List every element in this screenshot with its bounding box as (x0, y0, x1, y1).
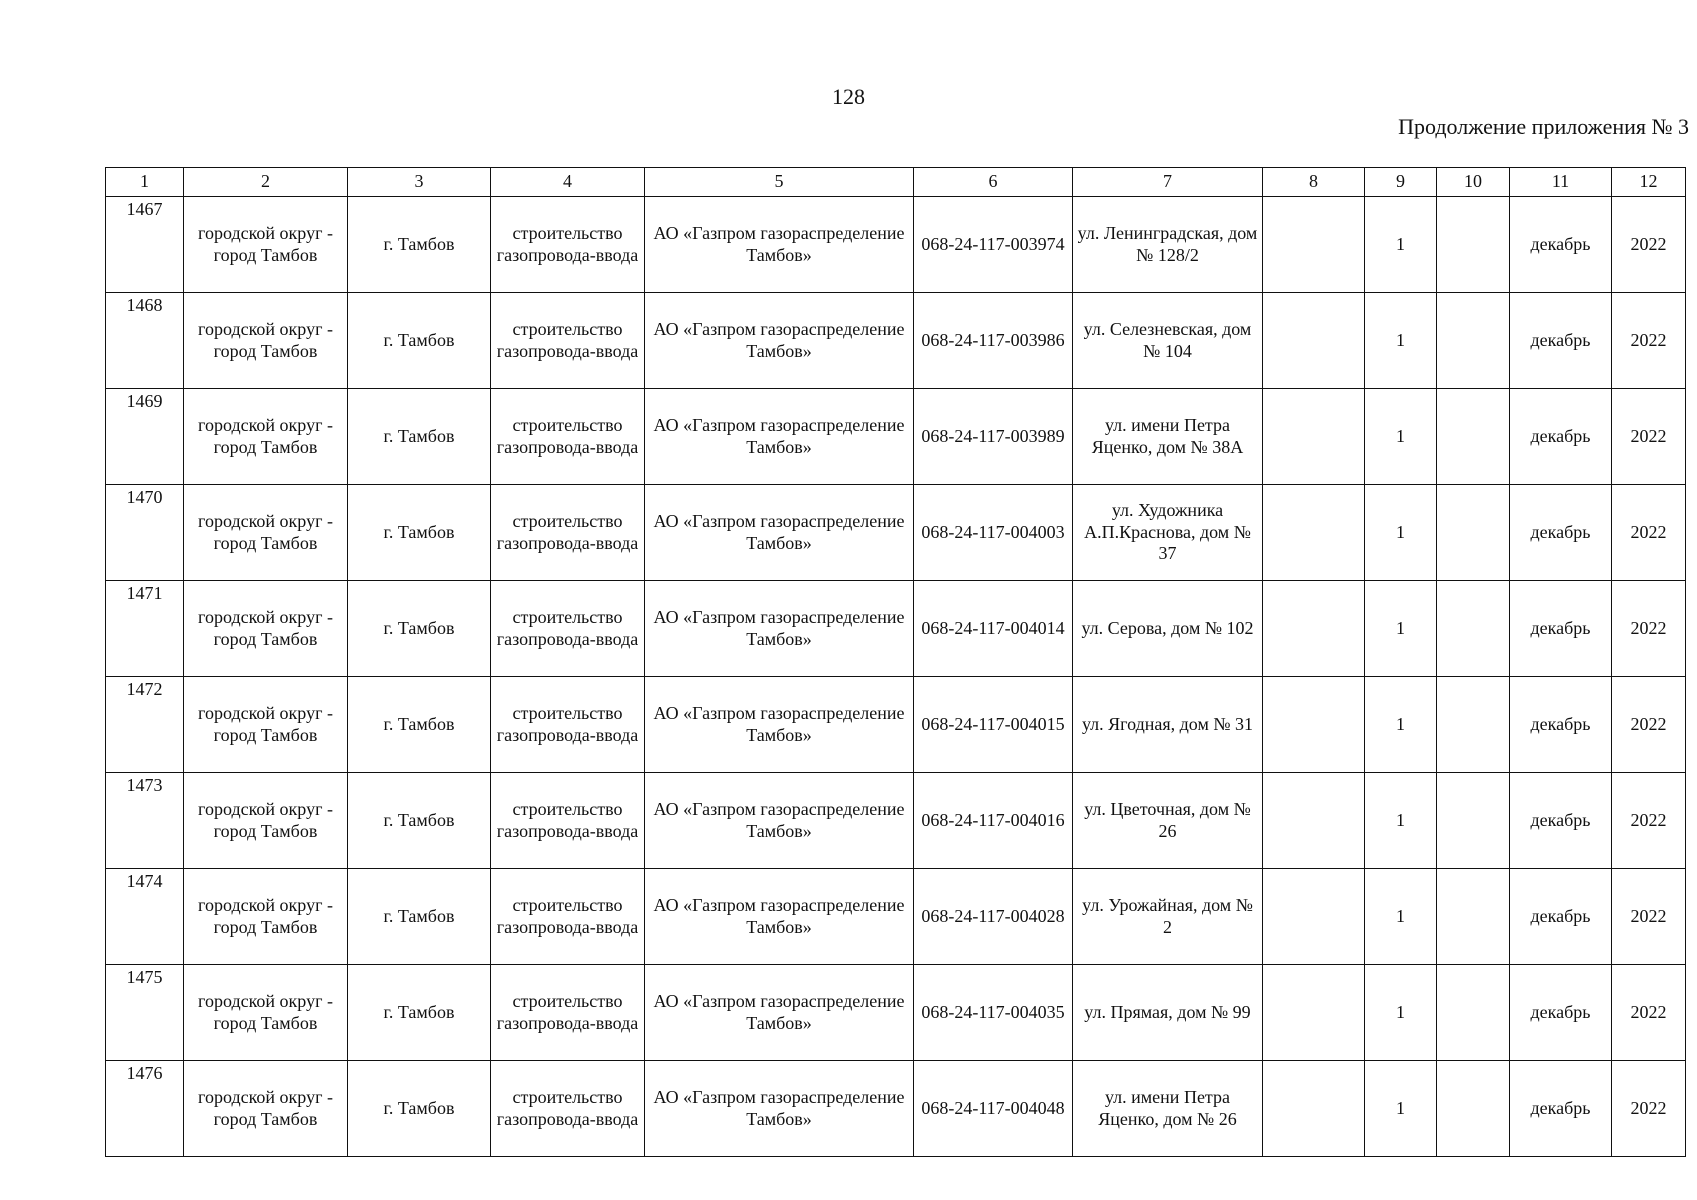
organization-cell: АО «Газпром газораспределение Тамбов» (645, 197, 914, 293)
table-row (106, 581, 1686, 677)
quantity-cell: 1 (1365, 965, 1437, 1061)
address-cell: ул. Художника А.П.Краснова, дом № 37 (1073, 485, 1263, 581)
district-cell: городской округ - город Тамбов (184, 773, 348, 869)
column-header: 12 (1612, 168, 1686, 197)
column-8-cell (1263, 581, 1365, 677)
object-code-cell: 068-24-117-003989 (914, 389, 1073, 485)
column-header: 11 (1510, 168, 1612, 197)
column-8-cell (1263, 389, 1365, 485)
registry-table (105, 167, 1686, 1157)
row-number-cell: 1476 (106, 1061, 184, 1157)
address-cell: ул. Ленинградская, дом № 128/2 (1073, 197, 1263, 293)
work-type-cell: строительство газопровода-ввода (491, 581, 645, 677)
address-cell: ул. Цветочная, дом № 26 (1073, 773, 1263, 869)
month-cell: декабрь (1510, 869, 1612, 965)
quantity-cell: 1 (1365, 581, 1437, 677)
organization-cell: АО «Газпром газораспределение Тамбов» (645, 773, 914, 869)
column-8-cell (1263, 485, 1365, 581)
settlement-cell: г. Тамбов (348, 389, 491, 485)
column-8-cell (1263, 677, 1365, 773)
organization-cell: АО «Газпром газораспределение Тамбов» (645, 581, 914, 677)
settlement-cell: г. Тамбов (348, 677, 491, 773)
column-header: 4 (491, 168, 645, 197)
row-number-cell: 1470 (106, 485, 184, 581)
address-cell: ул. Селезневская, дом № 104 (1073, 293, 1263, 389)
column-header: 8 (1263, 168, 1365, 197)
quantity-cell: 1 (1365, 293, 1437, 389)
column-10-cell (1437, 965, 1510, 1061)
table-row (106, 965, 1686, 1061)
table-row (106, 389, 1686, 485)
column-8-cell (1263, 197, 1365, 293)
year-cell: 2022 (1612, 965, 1686, 1061)
column-8-cell (1263, 1061, 1365, 1157)
object-code-cell: 068-24-117-003986 (914, 293, 1073, 389)
organization-cell: АО «Газпром газораспределение Тамбов» (645, 965, 914, 1061)
work-type-cell: строительство газопровода-ввода (491, 965, 645, 1061)
object-code-cell: 068-24-117-004028 (914, 869, 1073, 965)
column-header: 1 (106, 168, 184, 197)
column-10-cell (1437, 197, 1510, 293)
column-header: 2 (184, 168, 348, 197)
work-type-cell: строительство газопровода-ввода (491, 677, 645, 773)
district-cell: городской округ - город Тамбов (184, 677, 348, 773)
row-number-cell: 1469 (106, 389, 184, 485)
district-cell: городской округ - город Тамбов (184, 197, 348, 293)
table-row (106, 1061, 1686, 1157)
quantity-cell: 1 (1365, 389, 1437, 485)
object-code-cell: 068-24-117-004014 (914, 581, 1073, 677)
address-cell: ул. Урожайная, дом № 2 (1073, 869, 1263, 965)
table-body (106, 197, 1686, 1157)
month-cell: декабрь (1510, 965, 1612, 1061)
quantity-cell: 1 (1365, 677, 1437, 773)
month-cell: декабрь (1510, 293, 1612, 389)
organization-cell: АО «Газпром газораспределение Тамбов» (645, 869, 914, 965)
column-8-cell (1263, 293, 1365, 389)
district-cell: городской округ - город Тамбов (184, 581, 348, 677)
row-number-cell: 1468 (106, 293, 184, 389)
organization-cell: АО «Газпром газораспределение Тамбов» (645, 485, 914, 581)
column-8-cell (1263, 965, 1365, 1061)
page-number: 128 (832, 84, 865, 109)
row-number-cell: 1467 (106, 197, 184, 293)
object-code-cell: 068-24-117-003974 (914, 197, 1073, 293)
month-cell: декабрь (1510, 773, 1612, 869)
settlement-cell: г. Тамбов (348, 293, 491, 389)
table-row (106, 773, 1686, 869)
year-cell: 2022 (1612, 869, 1686, 965)
settlement-cell: г. Тамбов (348, 485, 491, 581)
column-header: 7 (1073, 168, 1263, 197)
year-cell: 2022 (1612, 581, 1686, 677)
organization-cell: АО «Газпром газораспределение Тамбов» (645, 293, 914, 389)
organization-cell: АО «Газпром газораспределение Тамбов» (645, 677, 914, 773)
column-header: 5 (645, 168, 914, 197)
district-cell: городской округ - город Тамбов (184, 293, 348, 389)
column-10-cell (1437, 581, 1510, 677)
month-cell: декабрь (1510, 485, 1612, 581)
row-number-cell: 1474 (106, 869, 184, 965)
settlement-cell: г. Тамбов (348, 869, 491, 965)
district-cell: городской округ - город Тамбов (184, 485, 348, 581)
work-type-cell: строительство газопровода-ввода (491, 197, 645, 293)
object-code-cell: 068-24-117-004048 (914, 1061, 1073, 1157)
year-cell: 2022 (1612, 389, 1686, 485)
address-cell: ул. имени Петра Яценко, дом № 38А (1073, 389, 1263, 485)
row-number-cell: 1473 (106, 773, 184, 869)
object-code-cell: 068-24-117-004035 (914, 965, 1073, 1061)
table-row (106, 677, 1686, 773)
column-header: 10 (1437, 168, 1510, 197)
row-number-cell: 1471 (106, 581, 184, 677)
work-type-cell: строительство газопровода-ввода (491, 869, 645, 965)
year-cell: 2022 (1612, 1061, 1686, 1157)
address-cell: ул. Прямая, дом № 99 (1073, 965, 1263, 1061)
column-8-cell (1263, 869, 1365, 965)
column-10-cell (1437, 389, 1510, 485)
year-cell: 2022 (1612, 677, 1686, 773)
column-header: 6 (914, 168, 1073, 197)
object-code-cell: 068-24-117-004016 (914, 773, 1073, 869)
table-row (106, 197, 1686, 293)
quantity-cell: 1 (1365, 773, 1437, 869)
month-cell: декабрь (1510, 581, 1612, 677)
column-10-cell (1437, 869, 1510, 965)
year-cell: 2022 (1612, 293, 1686, 389)
continuation-label: Продолжение приложения № 3 (1398, 114, 1689, 139)
column-header: 3 (348, 168, 491, 197)
address-cell: ул. Серова, дом № 102 (1073, 581, 1263, 677)
row-number-cell: 1472 (106, 677, 184, 773)
work-type-cell: строительство газопровода-ввода (491, 1061, 645, 1157)
object-code-cell: 068-24-117-004003 (914, 485, 1073, 581)
month-cell: декабрь (1510, 1061, 1612, 1157)
quantity-cell: 1 (1365, 1061, 1437, 1157)
district-cell: городской округ - город Тамбов (184, 389, 348, 485)
settlement-cell: г. Тамбов (348, 1061, 491, 1157)
district-cell: городской округ - город Тамбов (184, 869, 348, 965)
year-cell: 2022 (1612, 197, 1686, 293)
column-10-cell (1437, 485, 1510, 581)
month-cell: декабрь (1510, 389, 1612, 485)
work-type-cell: строительство газопровода-ввода (491, 485, 645, 581)
settlement-cell: г. Тамбов (348, 581, 491, 677)
column-10-cell (1437, 773, 1510, 869)
settlement-cell: г. Тамбов (348, 197, 491, 293)
address-cell: ул. Ягодная, дом № 31 (1073, 677, 1263, 773)
work-type-cell: строительство газопровода-ввода (491, 773, 645, 869)
address-cell: ул. имени Петра Яценко, дом № 26 (1073, 1061, 1263, 1157)
organization-cell: АО «Газпром газораспределение Тамбов» (645, 389, 914, 485)
quantity-cell: 1 (1365, 869, 1437, 965)
settlement-cell: г. Тамбов (348, 773, 491, 869)
quantity-cell: 1 (1365, 197, 1437, 293)
column-10-cell (1437, 293, 1510, 389)
table-row (106, 485, 1686, 581)
column-8-cell (1263, 773, 1365, 869)
table-row (106, 869, 1686, 965)
work-type-cell: строительство газопровода-ввода (491, 293, 645, 389)
object-code-cell: 068-24-117-004015 (914, 677, 1073, 773)
district-cell: городской округ - город Тамбов (184, 965, 348, 1061)
column-header: 9 (1365, 168, 1437, 197)
work-type-cell: строительство газопровода-ввода (491, 389, 645, 485)
row-number-cell: 1475 (106, 965, 184, 1061)
table-row (106, 293, 1686, 389)
column-10-cell (1437, 1061, 1510, 1157)
column-10-cell (1437, 677, 1510, 773)
settlement-cell: г. Тамбов (348, 965, 491, 1061)
quantity-cell: 1 (1365, 485, 1437, 581)
organization-cell: АО «Газпром газораспределение Тамбов» (645, 1061, 914, 1157)
district-cell: городской округ - город Тамбов (184, 1061, 348, 1157)
year-cell: 2022 (1612, 773, 1686, 869)
year-cell: 2022 (1612, 485, 1686, 581)
month-cell: декабрь (1510, 677, 1612, 773)
month-cell: декабрь (1510, 197, 1612, 293)
header-row (106, 168, 1686, 197)
